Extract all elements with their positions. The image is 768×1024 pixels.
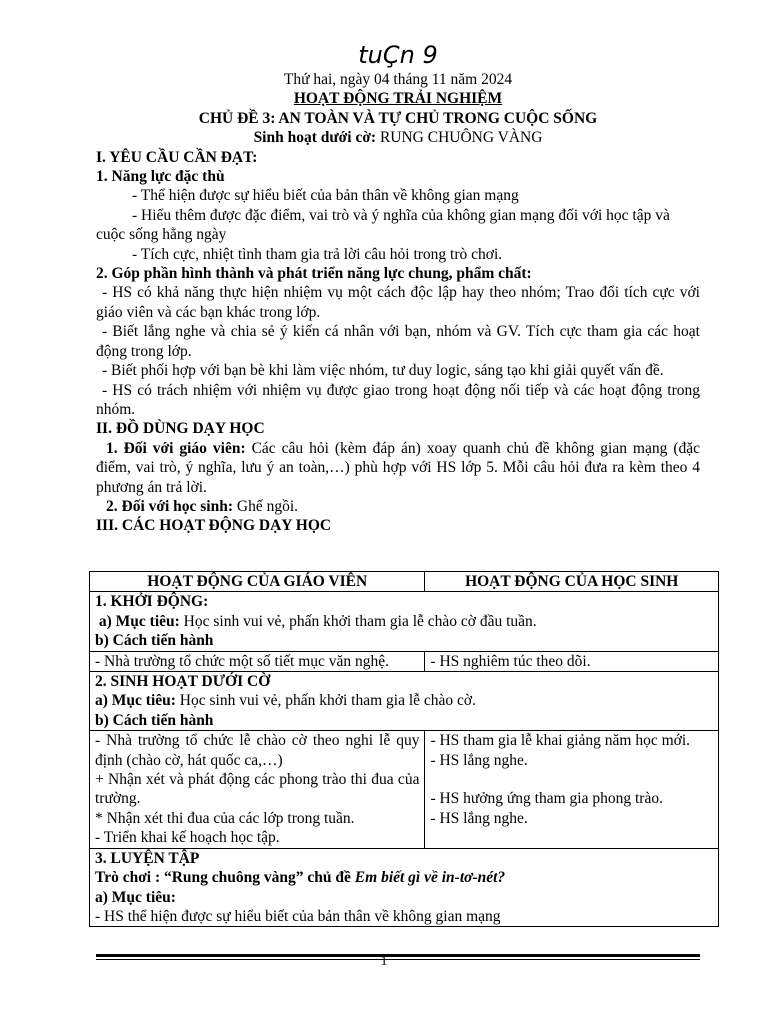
part-2-aim-label: a) Mục tiêu: [95, 692, 176, 710]
section-1-1-title: 1. Năng lực đặc thù [96, 168, 225, 186]
week-label: tuÇn 9 [358, 41, 438, 69]
table-row [90, 848, 719, 927]
section-1-2-item: - HS có khả năng thực hiện nhiệm vụ một cách độc lập hay theo nhóm; Trao đổi tích cực với giáo viên và các bạn khác trong lớp. [96, 284, 700, 321]
part-1-aim-label: a) Mục tiêu: [98, 612, 180, 630]
part-1-aim [95, 612, 713, 631]
part-3-game-label: Trò chơi : “Rung chuông vàng” chủ đề [95, 869, 355, 887]
section-1-title: I. YÊU CẦU CẦN ĐẠT: [96, 148, 258, 166]
section-1-2-item: - Biết lắng nghe và chia sẻ ý kiến cá nhân với bạn, nhóm và GV. Tích cực tham gia các hoạt động trong lớp. [96, 323, 700, 360]
heading-topic: CHỦ ĐỀ 3: AN TOÀN VÀ TỰ CHỦ TRONG CUỘC SỐNG [198, 109, 598, 127]
table-row [90, 651, 719, 671]
page-number: 1 [380, 954, 388, 969]
table-header-row [90, 572, 719, 592]
part-3-aim-item: - HS thể hiện được sự hiểu biết của bản thân về không gian mạng [95, 907, 501, 925]
part-1-student-cell: - HS nghiêm túc theo dõi. [425, 651, 719, 671]
heading-activity: HOẠT ĐỘNG TRẢI NGHIỆM [293, 90, 503, 108]
section-1-1-item: - Thể hiện được sự hiểu biết của bản thân về không gian mạng [132, 187, 519, 205]
section-2-student-text: Ghế ngồi. [233, 497, 299, 515]
part-3-game-topic: Em biết gì về in-tơ-nét? [354, 869, 506, 887]
part-2-teacher-item: * Nhận xét thi đua của các lớp trong tuần. [95, 809, 355, 827]
header-teacher: HOẠT ĐỘNG CỦA GIÁO VIÊN [90, 572, 425, 592]
part-3-title: 3. LUYỆN TẬP [95, 849, 200, 867]
part-1-teacher-cell: - Nhà trường tổ chức một số tiết mục văn nghệ. [90, 651, 425, 671]
header-student: HOẠT ĐỘNG CỦA HỌC SINH [425, 572, 719, 592]
part-2-procedure: b) Cách tiến hành [95, 711, 214, 729]
table-row [90, 592, 719, 651]
section-3-title: III. CÁC HOẠT ĐỘNG DẠY HỌC [96, 517, 332, 535]
part-2-aim-text: Học sinh vui vẻ, phấn khởi tham gia lễ chào cờ. [175, 692, 476, 710]
part-2-teacher-item: - Nhà trường tổ chức lễ chào cờ theo nghi lễ quy định (chào cờ, hát quốc ca,…) [95, 732, 420, 769]
section-1-2-item: - HS có trách nhiệm với nhiệm vụ được giao trong hoạt động nối tiếp và các hoạt động trong nhóm. [96, 381, 700, 418]
part-2-aim [95, 691, 713, 710]
section-2-student-label: 2. Đối với học sinh: [106, 497, 234, 515]
part-1-aim-text: Học sinh vui vẻ, phấn khởi tham gia lễ chào cờ đầu tuần. [179, 612, 537, 630]
section-1-1-item: - Tích cực, nhiệt tình tham gia trả lời câu hỏi trong trò chơi. [132, 245, 503, 263]
part-2-student-item: - HS lắng nghe. [430, 809, 528, 827]
section-1-2-item: - Biết phối hợp với bạn bè khi làm việc nhóm, tư duy logic, sáng tạo khi giải quyết vấn đề. [102, 362, 664, 380]
part-3-header [90, 848, 719, 927]
part-2-student-item: - HS lắng nghe. [430, 751, 528, 769]
part-2-student-item: - HS tham gia lễ khai giảng năm học mới. [430, 732, 691, 750]
heading-session-label: Sinh hoạt dưới cờ: [253, 129, 380, 147]
date-line: Thứ hai, ngày 04 tháng 11 năm 2024 [283, 71, 513, 88]
heading-session-title: RUNG CHUÔNG VÀNG [379, 129, 543, 147]
part-1-procedure: b) Cách tiến hành [95, 632, 214, 650]
part-2-title: 2. SINH HOẠT DƯỚI CỜ [95, 673, 271, 691]
heading-session [96, 128, 700, 147]
part-2-student-cell [425, 731, 719, 848]
part-2-header [90, 672, 719, 731]
part-1-title: 1. KHỞI ĐỘNG: [95, 593, 209, 611]
section-2-student [96, 497, 700, 516]
part-2-student-spacer [430, 770, 713, 789]
part-1-header [90, 592, 719, 651]
section-2-teacher [96, 439, 700, 497]
section-1-1-item: - Hiểu thêm được đặc điểm, vai trò và ý nghĩa của không gian mạng đối với học tập và cuộc sống hằng ngày [96, 206, 670, 244]
document-page [96, 40, 700, 536]
part-3-aim-label: a) Mục tiêu: [95, 888, 176, 906]
section-1-2-title: 2. Góp phần hình thành và phát triển năng lực chung, phẩm chất: [96, 265, 532, 283]
table-row [90, 731, 719, 848]
part-2-teacher-cell [90, 731, 425, 848]
table-row [90, 672, 719, 731]
section-2-teacher-text: Các câu hỏi (kèm đáp án) xoay quanh chủ đề không gian mạng (đặc điểm, vai trò, ý nghĩa, lưu ý an toàn,…) phù hợp với HS lớp 5. Mỗi câu hỏi đưa ra kèm theo 4 phương án trả lời. [96, 439, 700, 496]
part-2-student-item: - HS hưởng ứng tham gia phong trào. [430, 790, 663, 808]
section-2-teacher-label: 1. Đối với giáo viên: [106, 439, 246, 457]
part-3-game [95, 868, 713, 887]
part-2-teacher-item: + Nhận xét và phát động các phong trào thi đua của trường. [95, 771, 420, 808]
part-2-teacher-item: - Triển khai kế hoạch học tập. [95, 829, 280, 847]
activities-table [89, 571, 719, 927]
section-2-title: II. ĐỒ DÙNG DẠY HỌC [96, 420, 265, 438]
